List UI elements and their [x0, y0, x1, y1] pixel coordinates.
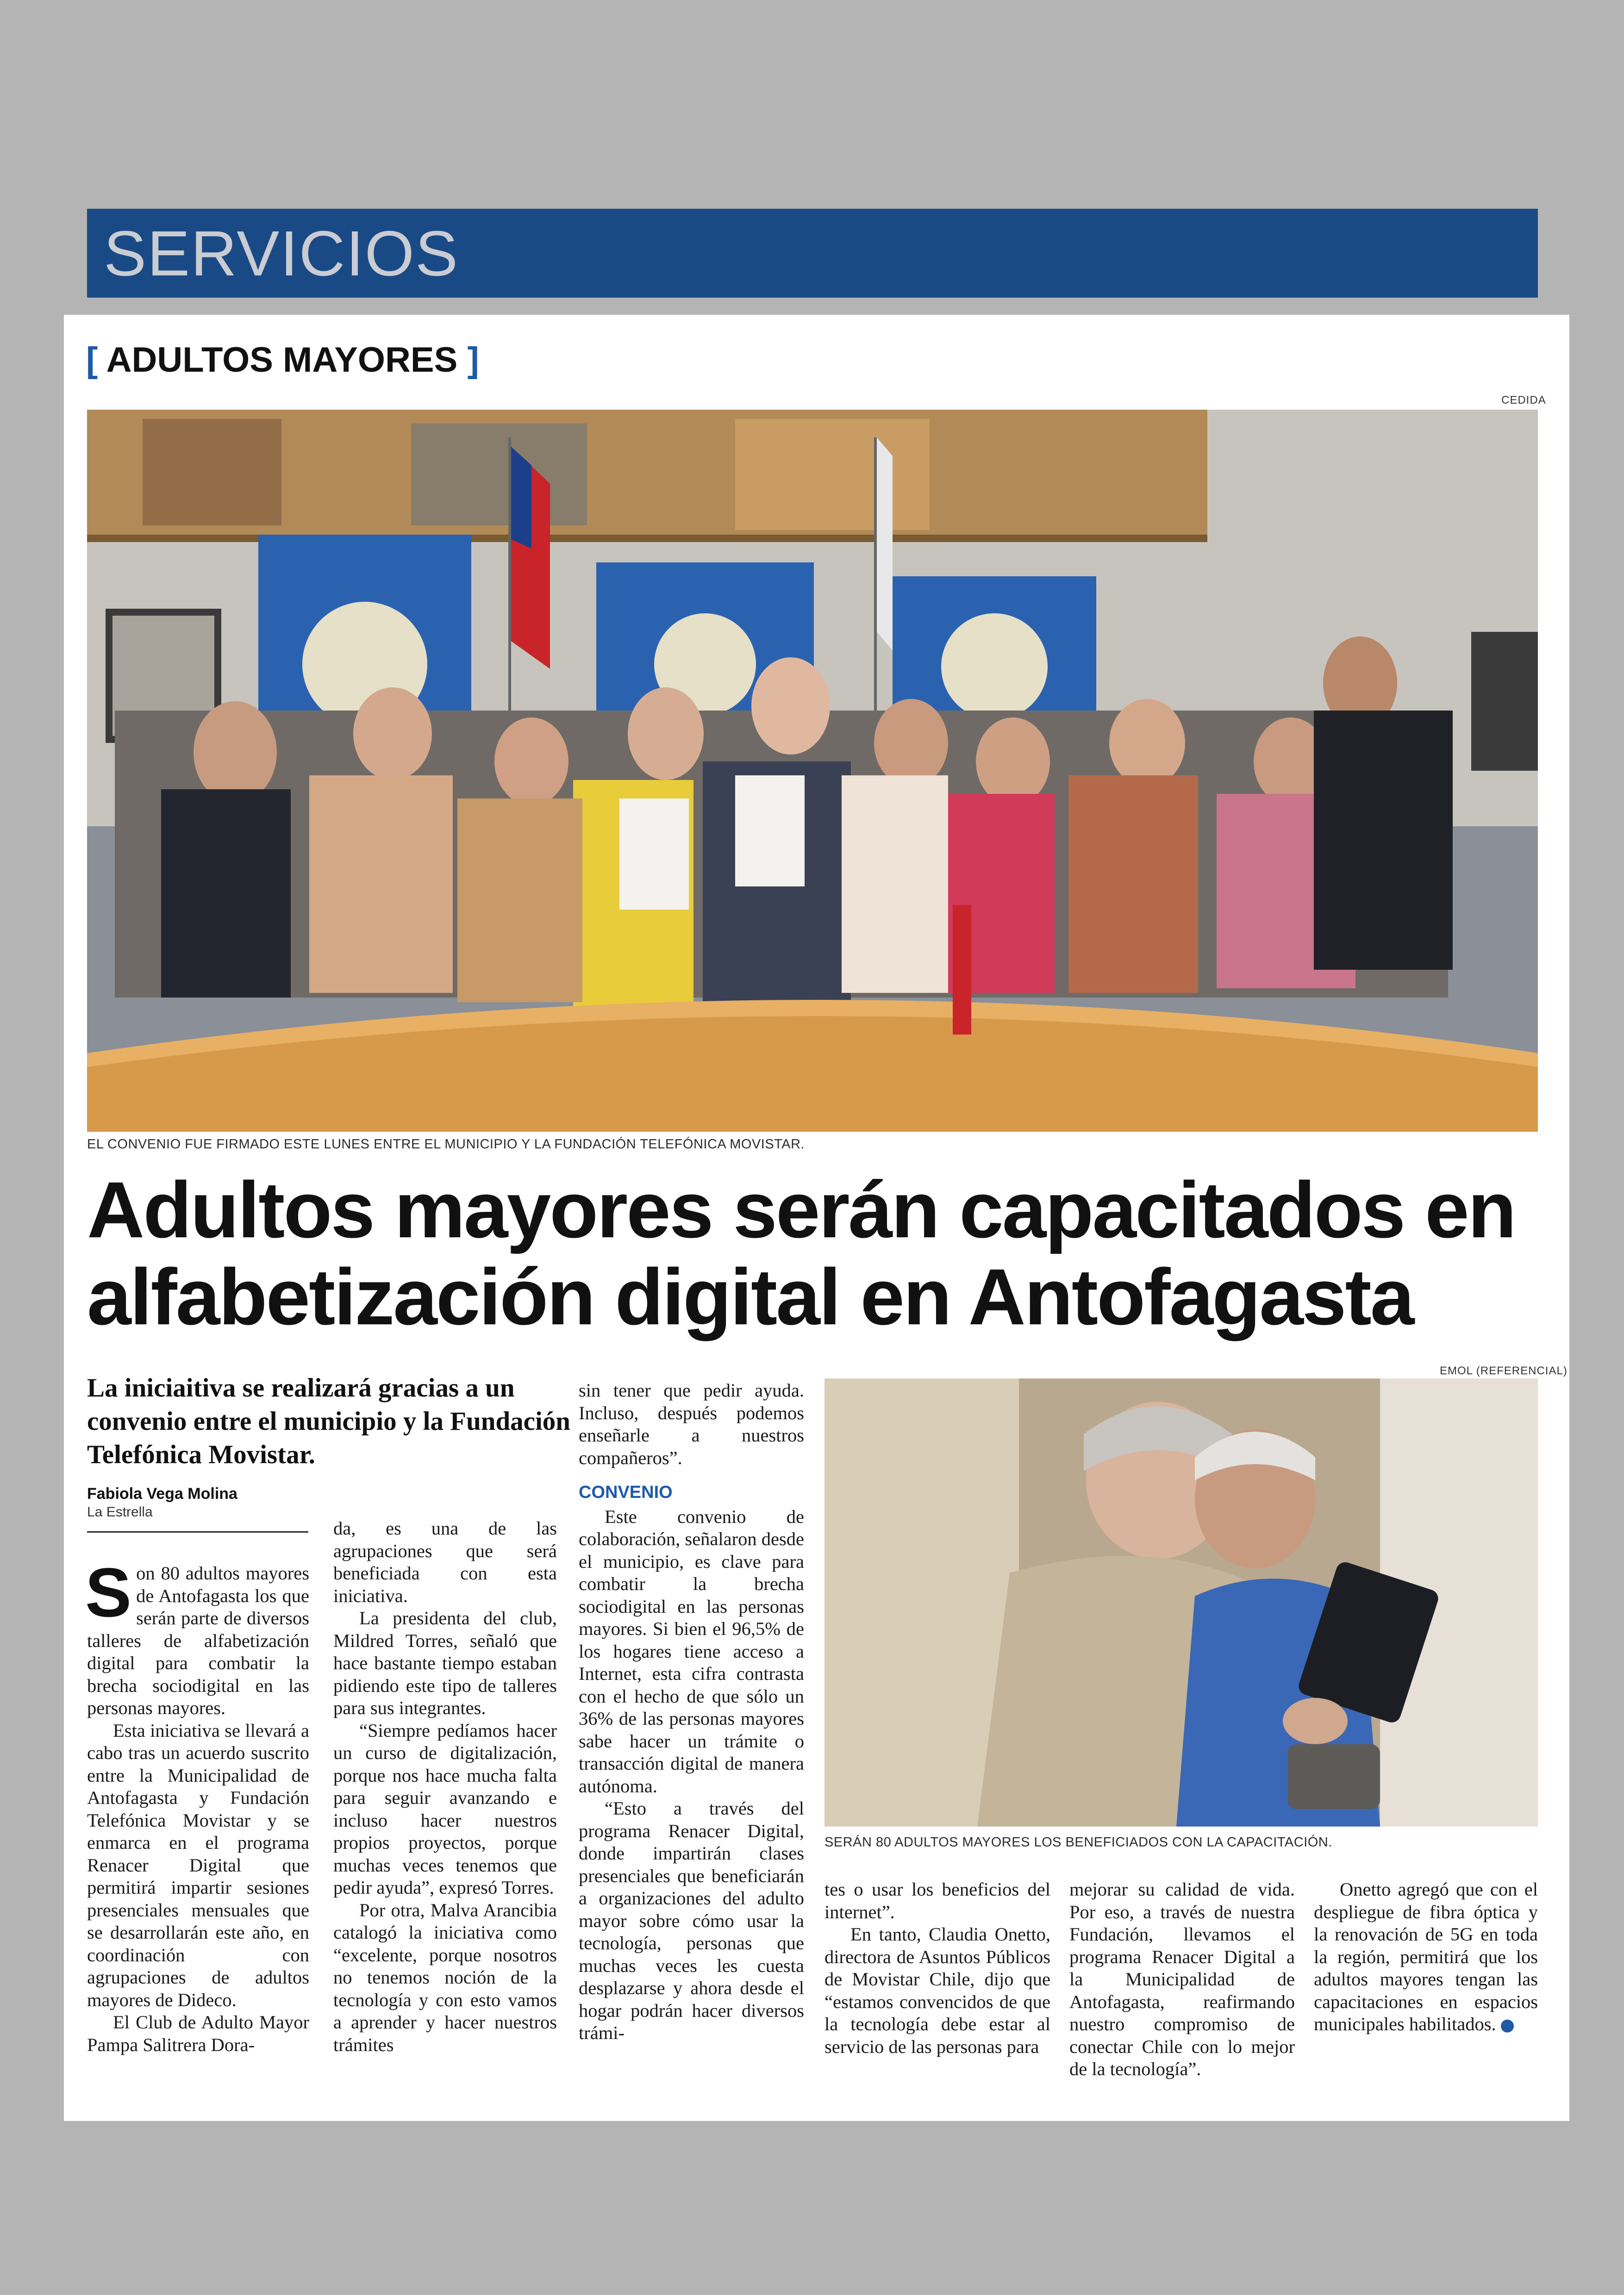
photo-credit-secondary: EMOL (REFERENCIAL)	[1440, 1365, 1568, 1377]
body-paragraph: sin tener que pedir ayuda. Incluso, después podemos enseñarle a nuestros compañeros”.	[579, 1380, 804, 1468]
body-text: on 80 adultos mayores de Antofagasta los que serán parte de diversos talleres de alfabetización digital para combatir la brecha sociodigital en las personas mayores.	[87, 1563, 309, 1718]
headline-line-1: Adultos mayores serán capacitados en	[87, 1166, 1515, 1254]
kicker	[86, 337, 479, 383]
body-column-3	[579, 1379, 804, 2045]
body-paragraph: El Club de Adulto Mayor Pampa Salitrera Dora-	[87, 2012, 309, 2055]
kicker-open-bracket: [	[86, 340, 98, 380]
main-photo-illustration	[87, 410, 1538, 1132]
body-paragraph: tes o usar los beneficios del internet”.	[824, 1879, 1050, 1922]
section-label: SERVICIOS	[104, 218, 459, 289]
deck: La iniciaitiva se realizará gracias a un convenio entre el municipio y la Fundación Telefónica Movistar.	[87, 1373, 571, 1469]
body-column-2	[333, 1517, 557, 2056]
secondary-photo-illustration	[824, 1378, 1538, 1827]
byline-author: Fabiola Vega Molina	[87, 1485, 237, 1503]
kicker-close-bracket: ]	[467, 340, 479, 380]
byline-divider	[87, 1531, 308, 1533]
main-photo	[87, 410, 1538, 1132]
main-photo-caption: EL CONVENIO FUE FIRMADO ESTE LUNES ENTRE EL MUNICIPIO Y LA FUNDACIÓN TELEFÓNICA MOVISTAR.	[87, 1137, 805, 1152]
body-paragraph: da, es una de las agrupaciones que será beneficiada con esta iniciativa.	[333, 1518, 557, 1606]
body-column-6	[1314, 1878, 1538, 2036]
section-header-bar	[87, 209, 1538, 298]
secondary-photo-caption: SERÁN 80 ADULTOS MAYORES LOS BENEFICIADOS CON LA CAPACITACIÓN.	[824, 1835, 1332, 1850]
byline-publication: La Estrella	[87, 1504, 153, 1520]
body-paragraph: “Siempre pedíamos hacer un curso de digitalización, porque nos hace mucha falta para seguir avanzando e incluso hacer nuestros propios proyectos, porque muchas veces tenemos que pedir ayuda”, expresó Torres.	[333, 1720, 557, 1898]
body-paragraph: mejorar su calidad de vida. Por eso, a través de nuestra Fundación, llevamos el programa Renacer Digital a la Municipalidad de Antofagasta, reafirmando nuestro compromiso de conectar Chile con lo mejor de la tecnología”.	[1069, 1879, 1295, 2079]
drop-cap: S	[85, 1553, 132, 1631]
body-paragraph	[85, 1553, 309, 1720]
body-paragraph: En tanto, Claudia Onetto, directora de Asuntos Públicos de Movistar Chile, dijo que “estamos convencidos de que la tecnología debe estar al servicio de las personas para	[824, 1924, 1050, 2057]
kicker-text: ADULTOS MAYORES	[106, 340, 458, 380]
headline	[87, 1166, 1550, 1341]
photo-credit-main: CEDIDA	[1501, 394, 1546, 406]
headline-line-2: alfabetización digital en Antofagasta	[87, 1253, 1413, 1341]
article-page	[64, 315, 1569, 2121]
body-paragraph: La presidenta del club, Mildred Torres, señaló que hace bastante tiempo estaban pidiendo este tipo de talleres para sus integrantes.	[333, 1608, 557, 1718]
end-mark-icon: ✪	[1501, 2020, 1514, 2033]
body-text: Onetto agregó que con el despliegue de fibra óptica y la renovación de 5G en toda la región, permitirá que los adultos mayores tengan las capacitaciones en espacios municipales habilitados.	[1314, 1879, 1538, 2034]
body-paragraph: “Esto a través del programa Renacer Digital, donde impartirán clases presenciales que beneficiarán a organizaciones del adulto mayor sobre cómo usar la tecnología, personas que muchas veces les cuesta desplazarse y ahora desde el hogar podrán hacer diversos trámi-	[579, 1798, 804, 2043]
body-column-1	[85, 1553, 309, 2056]
secondary-photo	[824, 1378, 1538, 1827]
body-paragraph	[1314, 1878, 1538, 2036]
subhead-convenio: CONVENIO	[579, 1483, 673, 1502]
body-column-4	[824, 1878, 1050, 2058]
body-column-5	[1069, 1878, 1295, 2081]
body-paragraph: Este convenio de colaboración, señalaron desde el municipio, es clave para combatir la brecha sociodigital en las personas mayores. Si bien el 96,5% de los hogares tiene acceso a Internet, esta cifra contrasta con el hecho de que sólo un 36% de las personas mayores sabe hacer un trámite o transacción digital de manera autónoma.	[579, 1506, 804, 1796]
body-paragraph: Esta iniciativa se llevará a cabo tras un acuerdo suscrito entre la Municipalidad de Antofagasta y Fundación Telefónica Movistar y se enmarca en el programa Renacer Digital que permitirá impartir sesiones presenciales mensuales que se desarrollarán este año, en coordinación con agrupaciones de adultos mayores de Dideco.	[87, 1720, 309, 2010]
body-paragraph: Por otra, Malva Arancibia catalogó la iniciativa como “excelente, porque nosotros no tenemos noción de la tecnología y con esto vamos a aprender y hacer nuestros trámites	[333, 1899, 557, 2055]
